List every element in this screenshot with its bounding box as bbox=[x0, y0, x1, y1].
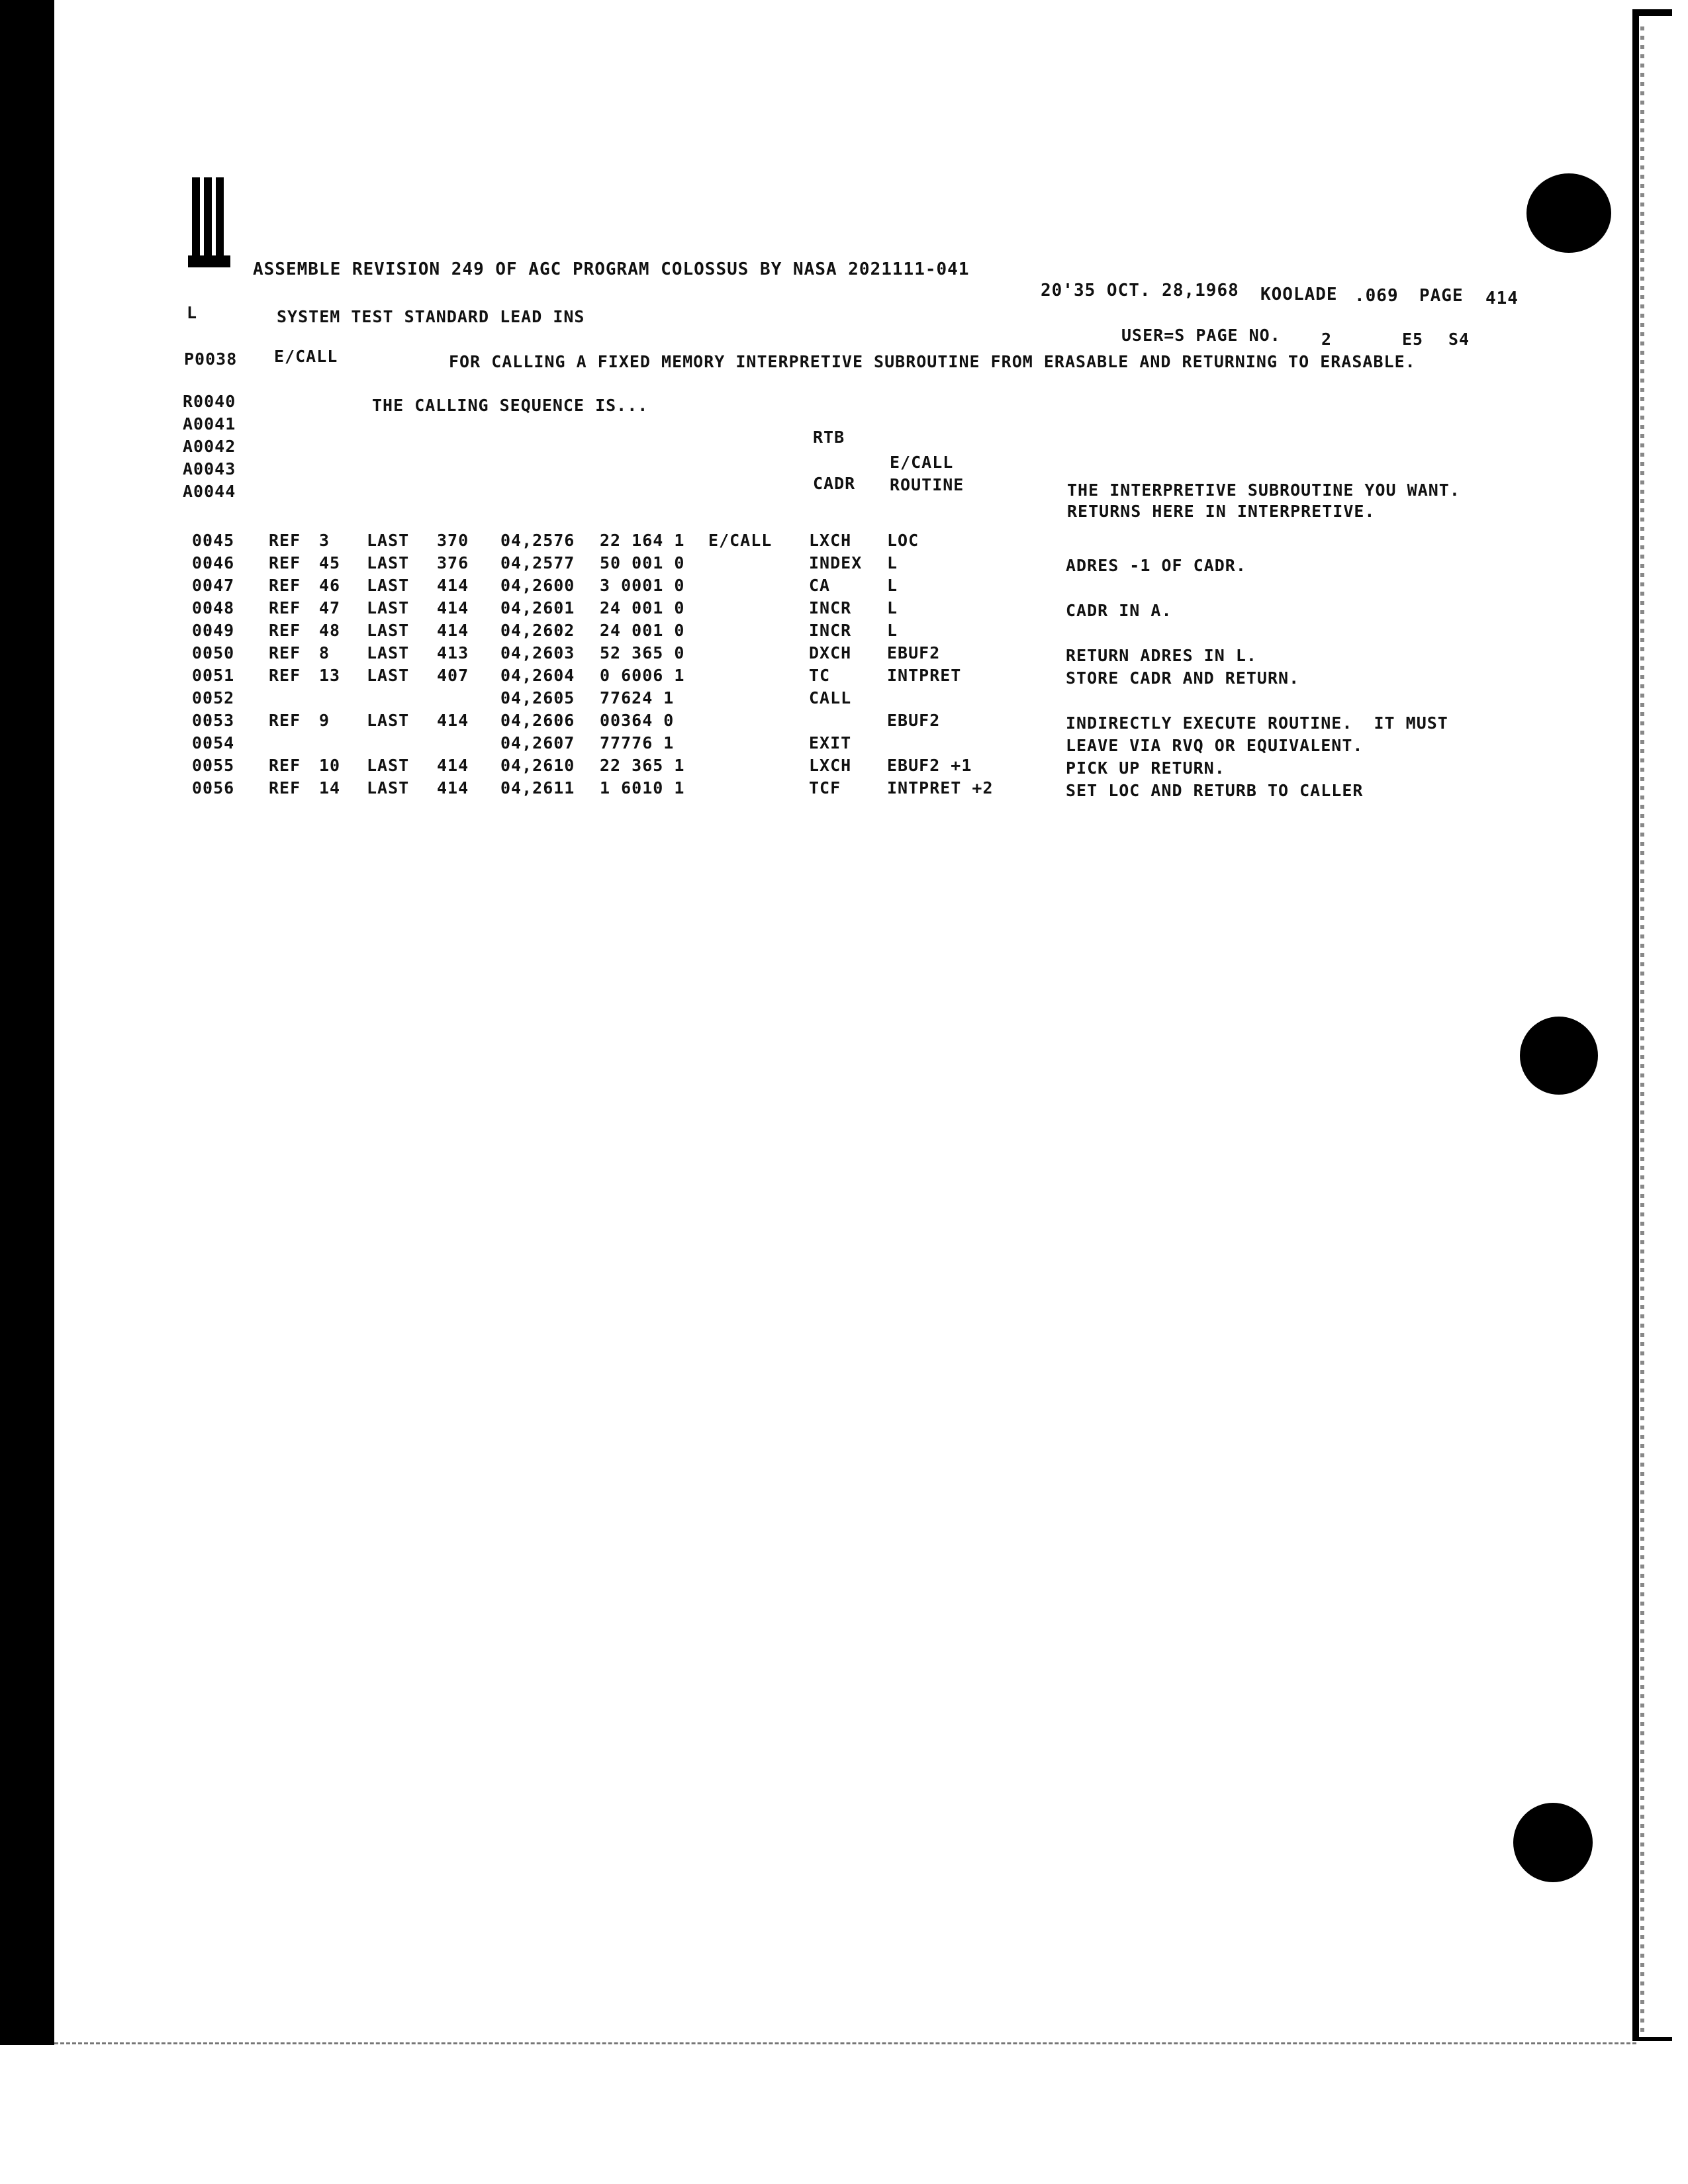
seq-id-2: A0042 bbox=[183, 437, 236, 456]
bottom-tear-line bbox=[54, 2042, 1636, 2044]
listing-memory-address: 04,2577 bbox=[500, 553, 575, 572]
assemble-line: ASSEMBLE REVISION 249 OF AGC PROGRAM COLOSSUS BY NASA 2021111-041 bbox=[253, 259, 970, 279]
listing-last-keyword: LAST bbox=[367, 778, 410, 797]
listing-object-code: 77776 1 bbox=[600, 733, 675, 752]
listing-last-page: 414 bbox=[437, 756, 469, 775]
listing-memory-address: 04,2604 bbox=[500, 666, 575, 685]
code-e5: E5 bbox=[1402, 330, 1424, 349]
seq-comment-2: RETURNS HERE IN INTERPRETIVE. bbox=[1067, 502, 1376, 521]
listing-ref-keyword: REF bbox=[269, 621, 301, 640]
cadr-label: CADR bbox=[813, 474, 856, 493]
listing-opcode: TCF bbox=[809, 778, 841, 797]
listing-line-number: 0056 bbox=[192, 778, 235, 797]
listing-ref-count: 14 bbox=[319, 778, 341, 797]
listing-object-code: 50 001 0 bbox=[600, 553, 685, 572]
listing-ref-count: 9 bbox=[319, 711, 330, 730]
listing-last-page: 407 bbox=[437, 666, 469, 685]
listing-line-number: 0052 bbox=[192, 688, 235, 707]
listing-last-page: 414 bbox=[437, 576, 469, 595]
page-label: PAGE bbox=[1419, 286, 1464, 306]
listing-ref-count: 3 bbox=[319, 531, 330, 550]
listing-ref-count: 13 bbox=[319, 666, 341, 685]
listing-object-code: 22 365 1 bbox=[600, 756, 685, 775]
listing-object-code: 00364 0 bbox=[600, 711, 675, 730]
listing-memory-address: 04,2603 bbox=[500, 643, 575, 662]
listing-ref-keyword: REF bbox=[269, 531, 301, 550]
listing-ref-keyword: REF bbox=[269, 756, 301, 775]
listing-object-code: 1 6010 1 bbox=[600, 778, 685, 797]
listing-line-number: 0051 bbox=[192, 666, 235, 685]
listing-opcode: CA bbox=[809, 576, 831, 595]
listing-ref-keyword: REF bbox=[269, 576, 301, 595]
routine-id: P0038 bbox=[184, 349, 238, 369]
listing-memory-address: 04,2610 bbox=[500, 756, 575, 775]
listing-memory-address: 04,2605 bbox=[500, 688, 575, 707]
listing-line-number: 0049 bbox=[192, 621, 235, 640]
code-s4: S4 bbox=[1448, 330, 1470, 349]
listing-memory-address: 04,2576 bbox=[500, 531, 575, 550]
listing-memory-address: 04,2600 bbox=[500, 576, 575, 595]
routine-name: E/CALL bbox=[274, 347, 338, 366]
listing-line-number: 0046 bbox=[192, 553, 235, 572]
index-tab-mark bbox=[187, 177, 233, 267]
listing-comment: CADR IN A. bbox=[1066, 601, 1172, 620]
listing-ref-count: 8 bbox=[319, 643, 330, 662]
listing-memory-address: 04,2601 bbox=[500, 598, 575, 617]
listing-memory-address: 04,2611 bbox=[500, 778, 575, 797]
listing-opcode: INDEX bbox=[809, 553, 863, 572]
listing-line-number: 0055 bbox=[192, 756, 235, 775]
perforation-strip bbox=[1640, 26, 1644, 2032]
listing-object-code: 22 164 1 bbox=[600, 531, 685, 550]
listing-last-keyword: LAST bbox=[367, 621, 410, 640]
listing-last-keyword: LAST bbox=[367, 553, 410, 572]
listing-last-page: 370 bbox=[437, 531, 469, 550]
listing-line-number: 0045 bbox=[192, 531, 235, 550]
listing-last-keyword: LAST bbox=[367, 576, 410, 595]
listing-last-keyword: LAST bbox=[367, 666, 410, 685]
listing-last-keyword: LAST bbox=[367, 756, 410, 775]
listing-last-page: 414 bbox=[437, 621, 469, 640]
listing-last-keyword: LAST bbox=[367, 531, 410, 550]
listing-ref-count: 47 bbox=[319, 598, 341, 617]
timestamp: 20'35 OCT. 28,1968 bbox=[1041, 281, 1239, 300]
listing-opcode: INCR bbox=[809, 598, 852, 617]
listing-line-number: 0054 bbox=[192, 733, 235, 752]
listing-operand: INTPRET +2 bbox=[887, 778, 994, 797]
punch-hole-top bbox=[1526, 173, 1611, 253]
listing-last-page: 414 bbox=[437, 598, 469, 617]
scan-left-edge bbox=[0, 0, 54, 2045]
rtb-label: RTB bbox=[813, 428, 845, 447]
listing-opcode: TC bbox=[809, 666, 831, 685]
listing-ref-keyword: REF bbox=[269, 666, 301, 685]
user-page-label: USER=S PAGE NO. bbox=[1121, 326, 1281, 345]
log-letter: L bbox=[187, 303, 198, 322]
listing-last-keyword: LAST bbox=[367, 711, 410, 730]
listing-ref-count: 46 bbox=[319, 576, 341, 595]
listing-comment: RETURN ADRES IN L. bbox=[1066, 646, 1257, 665]
listing-memory-address: 04,2602 bbox=[500, 621, 575, 640]
section-title: SYSTEM TEST STANDARD LEAD INS bbox=[277, 307, 585, 326]
listing-last-keyword: LAST bbox=[367, 598, 410, 617]
listing-operand: EBUF2 bbox=[887, 711, 941, 730]
listing-opcode: LXCH bbox=[809, 756, 852, 775]
listing-operand: L bbox=[887, 621, 898, 640]
listing-comment: STORE CADR AND RETURN. bbox=[1066, 668, 1300, 688]
listing-symbol-label: E/CALL bbox=[708, 531, 773, 550]
ecall-label: E/CALL bbox=[890, 453, 954, 472]
scan-right-edge bbox=[1632, 9, 1672, 2041]
listing-memory-address: 04,2606 bbox=[500, 711, 575, 730]
listing-ref-keyword: REF bbox=[269, 711, 301, 730]
listing-object-code: 3 0001 0 bbox=[600, 576, 685, 595]
listing-last-page: 413 bbox=[437, 643, 469, 662]
listing-operand: INTPRET bbox=[887, 666, 962, 685]
listing-last-page: 414 bbox=[437, 711, 469, 730]
listing-opcode: DXCH bbox=[809, 643, 852, 662]
listing-comment: INDIRECTLY EXECUTE ROUTINE. IT MUST bbox=[1066, 713, 1448, 733]
program-name: KOOLADE bbox=[1260, 285, 1338, 304]
routine-label: ROUTINE bbox=[890, 475, 964, 494]
listing-last-keyword: LAST bbox=[367, 643, 410, 662]
listing-ref-count: 10 bbox=[319, 756, 341, 775]
listing-memory-address: 04,2607 bbox=[500, 733, 575, 752]
listing-line-number: 0053 bbox=[192, 711, 235, 730]
user-page-number: 2 bbox=[1321, 330, 1333, 349]
listing-line-number: 0050 bbox=[192, 643, 235, 662]
listing-operand: L bbox=[887, 576, 898, 595]
listing-comment: PICK UP RETURN. bbox=[1066, 758, 1225, 778]
program-version: .069 bbox=[1354, 286, 1399, 306]
listing-operand: EBUF2 bbox=[887, 643, 941, 662]
calling-sequence-intro: THE CALLING SEQUENCE IS... bbox=[372, 396, 649, 415]
listing-comment: ADRES -1 OF CADR. bbox=[1066, 556, 1246, 575]
listing-object-code: 24 001 0 bbox=[600, 598, 685, 617]
seq-id-1: A0041 bbox=[183, 414, 236, 433]
seq-id-4: A0044 bbox=[183, 482, 236, 501]
seq-id-0: R0040 bbox=[183, 392, 236, 411]
listing-opcode: EXIT bbox=[809, 733, 852, 752]
listing-object-code: 24 001 0 bbox=[600, 621, 685, 640]
listing-operand: L bbox=[887, 553, 898, 572]
listing-ref-keyword: REF bbox=[269, 778, 301, 797]
listing-ref-count: 45 bbox=[319, 553, 341, 572]
listing-last-page: 376 bbox=[437, 553, 469, 572]
listing-object-code: 52 365 0 bbox=[600, 643, 685, 662]
listing-object-code: 77624 1 bbox=[600, 688, 675, 707]
listing-opcode: LXCH bbox=[809, 531, 852, 550]
listing-line-number: 0047 bbox=[192, 576, 235, 595]
listing-ref-count: 48 bbox=[319, 621, 341, 640]
listing-opcode: INCR bbox=[809, 621, 852, 640]
listing-ref-keyword: REF bbox=[269, 598, 301, 617]
punch-hole-bottom bbox=[1513, 1803, 1593, 1882]
seq-id-3: A0043 bbox=[183, 459, 236, 478]
listing-operand: LOC bbox=[887, 531, 919, 550]
listing-opcode: CALL bbox=[809, 688, 852, 707]
seq-comment-1: THE INTERPRETIVE SUBROUTINE YOU WANT. bbox=[1067, 480, 1460, 500]
listing-operand: L bbox=[887, 598, 898, 617]
listing-operand: EBUF2 +1 bbox=[887, 756, 972, 775]
routine-description: FOR CALLING A FIXED MEMORY INTERPRETIVE SUBROUTINE FROM ERASABLE AND RETURNING TO ERASABLE. bbox=[449, 352, 1416, 371]
listing-ref-keyword: REF bbox=[269, 553, 301, 572]
listing-comment: LEAVE VIA RVQ OR EQUIVALENT. bbox=[1066, 736, 1364, 755]
listing-comment: SET LOC AND RETURB TO CALLER bbox=[1066, 781, 1364, 800]
punch-hole-middle bbox=[1520, 1017, 1598, 1095]
listing-object-code: 0 6006 1 bbox=[600, 666, 685, 685]
listing-last-page: 414 bbox=[437, 778, 469, 797]
listing-line-number: 0048 bbox=[192, 598, 235, 617]
page-number: 414 bbox=[1485, 289, 1519, 308]
listing-ref-keyword: REF bbox=[269, 643, 301, 662]
